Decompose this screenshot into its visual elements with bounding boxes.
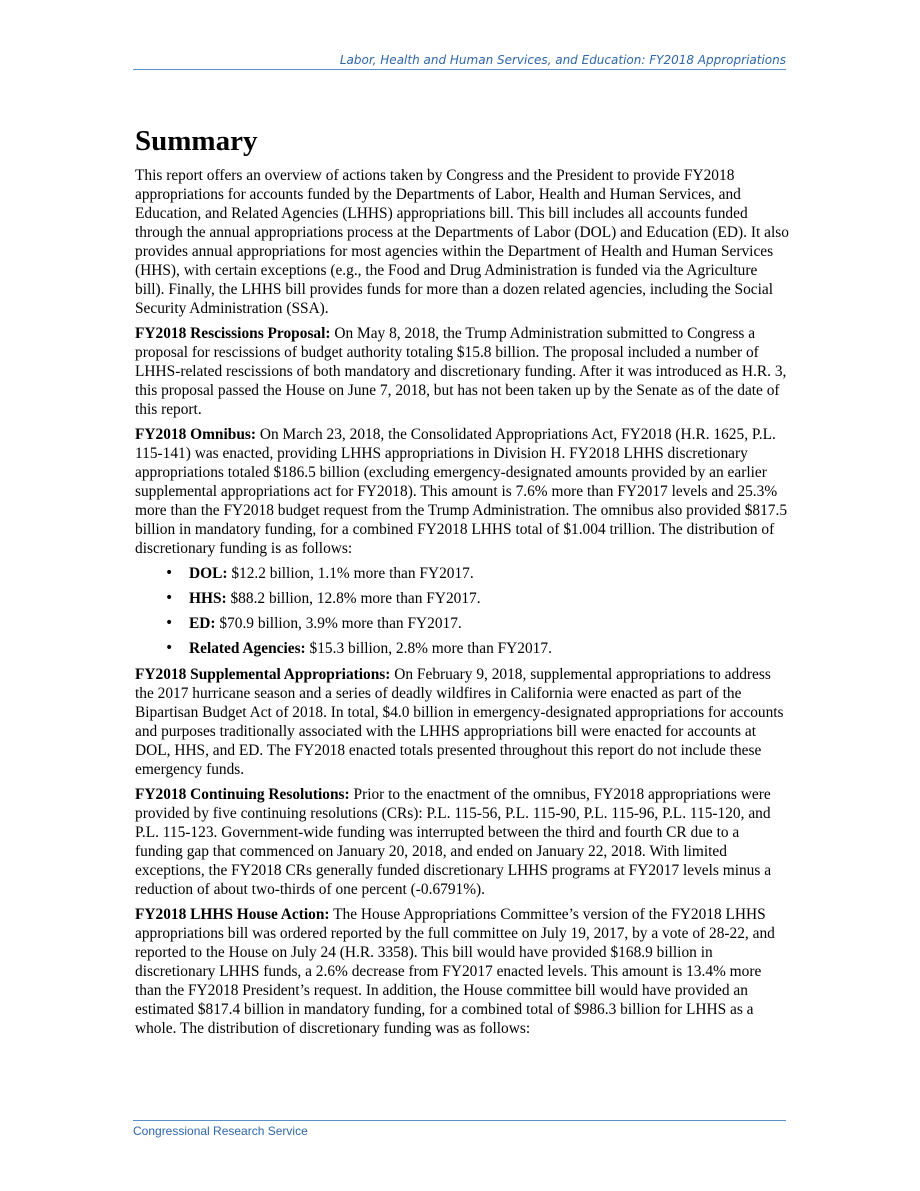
list-item	[189, 614, 790, 633]
running-title: Labor, Health and Human Services, and Education: FY2018 Appropriations	[339, 53, 786, 67]
summary-section	[135, 122, 790, 1044]
list-item-label: ED:	[189, 615, 216, 632]
continuing-resolutions-text: Prior to the enactment of the omnibus, FY2018 appropriations were provided by five continuing resolutions (CRs): P.L. 115-56, P.L. 115-90, P.L. 115-96, P.L. 115-120, and P.L. 115-123. Government-wide funding was interrupted between the third and fourth CR due to a funding gap that commenced on January 20, 2018, and ended on January 22, 2018. With limited exceptions, the FY2018 CRs generally funded discretionary LHHS programs at FY2017 levels minus a reduction of about two-thirds of one percent (-0.6791%).	[135, 786, 772, 898]
omnibus-text: On March 23, 2018, the Consolidated Appropriations Act, FY2018 (H.R. 1625, P.L. 115-141) was enacted, providing LHHS appropriations in Division H. FY2018 LHHS discretionary appropriations totaled $186.5 billion (excluding emergency-designated amounts provided by an earlier supplemental appropriations act for FY2018). This amount is 7.6% more than FY2017 levels and 25.3% more than the FY2018 budget request from the Trump Administration. The omnibus also provided $817.5 billion in mandatory funding, for a combined FY2018 LHHS total of $1.004 trillion. The distribution of discretionary funding is as follows:	[135, 426, 788, 557]
list-item-text: $88.2 billion, 12.8% more than FY2017.	[226, 590, 481, 607]
running-header	[133, 53, 786, 70]
page-title: Summary	[135, 125, 258, 157]
list-item	[189, 589, 790, 608]
list-item	[189, 564, 790, 583]
list-item-label: DOL:	[189, 565, 228, 582]
supplemental-label: FY2018 Supplemental Appropriations:	[135, 666, 391, 683]
discretionary-distribution-list	[135, 564, 790, 658]
omnibus-paragraph	[135, 425, 790, 558]
list-item-text: $70.9 billion, 3.9% more than FY2017.	[215, 615, 462, 632]
omnibus-label: FY2018 Omnibus:	[135, 426, 257, 443]
page-footer	[133, 1120, 786, 1139]
continuing-resolutions-label: FY2018 Continuing Resolutions:	[135, 786, 350, 803]
intro-paragraph: This report offers an overview of actions taken by Congress and the President to provide FY2018 appropriations for accounts funded by the Departments of Labor, Health and Human Services, and Education, and Related Agencies (LHHS) appropriations bill. This bill includes all accounts funded through the annual appropriations process at the Departments of Labor (DOL) and Education (ED). It also provides annual appropriations for most agencies within the Department of Health and Human Services (HHS), with certain exceptions (e.g., the Food and Drug Administration is funded via the Agriculture bill). Finally, the LHHS bill provides funds for more than a dozen related agencies, including the Social Security Administration (SSA).	[135, 167, 789, 317]
house-action-text: The House Appropriations Committee’s version of the FY2018 LHHS appropriations bill was ordered reported by the full committee on July 19, 2017, by a vote of 28-22, and reported to the House on July 24 (H.R. 3358). This bill would have provided $168.9 billion in discretionary LHHS funds, a 2.6% decrease from FY2017 enacted levels. This amount is 13.4% more than the FY2018 President’s request. In addition, the House committee bill would have provided an estimated $817.4 billion in mandatory funding, for a combined total of $986.3 billion for LHHS as a whole. The distribution of discretionary funding was as follows:	[135, 906, 775, 1037]
rescissions-paragraph	[135, 324, 790, 419]
footer-source: Congressional Research Service	[133, 1124, 308, 1138]
supplemental-text: On February 9, 2018, supplemental appropriations to address the 2017 hurricane season and a series of deadly wildfires in California were enacted as part of the Bipartisan Budget Act of 2018. In total, $4.0 billion in emergency-designated appropriations for accounts and purposes traditionally associated with the LHHS appropriations bill were enacted for accounts at DOL, HHS, and ED. The FY2018 enacted totals presented throughout this report do not include these emergency funds.	[135, 666, 784, 778]
list-item-label: HHS:	[189, 590, 227, 607]
supplemental-paragraph	[135, 665, 790, 779]
list-item-text: $12.2 billion, 1.1% more than FY2017.	[227, 565, 474, 582]
rescissions-text: On May 8, 2018, the Trump Administration submitted to Congress a proposal for rescissions of budget authority totaling $15.8 billion. The proposal included a number of LHHS-related rescissions of both mandatory and discretionary funding. After it was introduced as H.R. 3, this proposal passed the House on June 7, 2018, but has not been taken up by the Senate as of the date of this report.	[135, 325, 787, 418]
house-action-label: FY2018 LHHS House Action:	[135, 906, 330, 923]
list-item-label: Related Agencies:	[189, 640, 306, 657]
list-item-text: $15.3 billion, 2.8% more than FY2017.	[305, 640, 552, 657]
list-item	[189, 639, 790, 658]
continuing-resolutions-paragraph	[135, 785, 790, 899]
rescissions-label: FY2018 Rescissions Proposal:	[135, 325, 331, 342]
house-action-paragraph	[135, 905, 790, 1038]
